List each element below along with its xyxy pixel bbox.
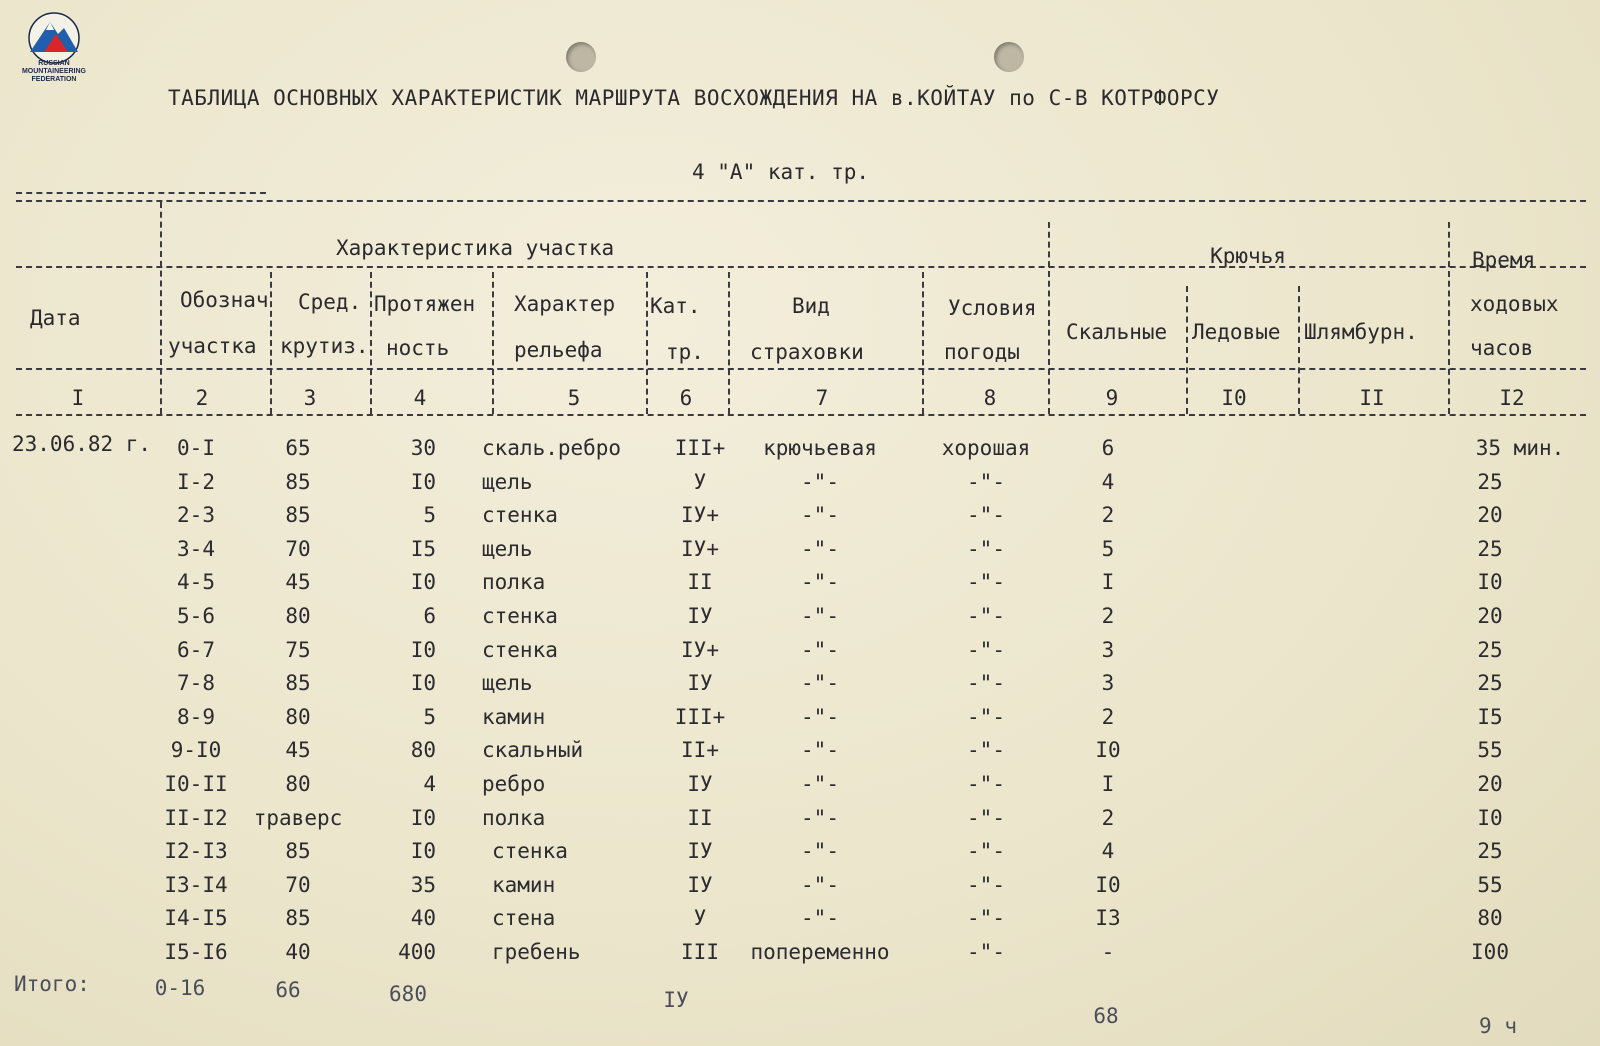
- cell-rock-hooks: I0: [1095, 872, 1121, 897]
- cell-steepness: 70: [285, 872, 311, 897]
- cell-relief: щель: [482, 671, 533, 696]
- header-weather-l2: погоды: [944, 340, 1020, 364]
- cell-time: 25: [1477, 671, 1503, 696]
- header-time-l3: часов: [1470, 336, 1534, 360]
- cell-category: У: [693, 469, 707, 494]
- cell-rock-hooks: 6: [1101, 436, 1115, 460]
- header-belay-l2: страховки: [750, 340, 864, 364]
- cell-steepness: 65: [285, 436, 311, 460]
- logo-line-1: RUSSIAN: [38, 60, 70, 67]
- totals-segment: 0-16: [154, 976, 206, 1000]
- header-steepness-l1: Сред.: [298, 290, 362, 314]
- cell-belay: крючьевая: [763, 436, 877, 460]
- totals-category: IУ: [663, 988, 689, 1012]
- cell-steepness: 85: [285, 503, 311, 528]
- cell-time: 25: [1477, 637, 1503, 662]
- cell-category: IУ: [687, 671, 713, 696]
- column-number-9: 9: [1105, 386, 1119, 410]
- cell-relief: щель: [482, 536, 533, 561]
- cell-category: III+: [674, 436, 726, 460]
- cell-belay: -"-: [801, 570, 839, 595]
- header-steepness-l2: крутиз.: [280, 334, 369, 358]
- vrule-10: [1298, 286, 1300, 414]
- header-segment-l1: Обознач: [180, 288, 269, 312]
- logo-line-3: FEDERATION: [31, 76, 77, 83]
- cell-belay: -"-: [801, 805, 839, 830]
- cell-category: IУ+: [681, 637, 719, 662]
- totals-label: Итого:: [14, 972, 90, 996]
- cell-steepness: 45: [285, 738, 311, 763]
- header-relief-l1: Характер: [514, 292, 616, 316]
- cell-rock-hooks: I: [1101, 772, 1115, 796]
- cell-time: 20: [1477, 604, 1503, 628]
- cell-rock-hooks: 4: [1101, 839, 1115, 864]
- vrule-8: [1048, 222, 1050, 414]
- cell-steepness: 75: [285, 637, 311, 662]
- cell-segment: I0-II: [164, 772, 228, 796]
- cell-category: IУ: [687, 772, 713, 796]
- cell-segment: 5-6: [177, 604, 215, 628]
- cell-time: I0: [1477, 570, 1503, 595]
- column-number-5: 5: [567, 386, 581, 410]
- cell-belay: -"-: [801, 839, 839, 864]
- cell-relief: скаль.ребро: [482, 436, 622, 460]
- cell-rock-hooks: I0: [1095, 738, 1121, 763]
- cell-rock-hooks: 2: [1101, 805, 1115, 830]
- header-rock-hooks: Скальные: [1066, 320, 1168, 344]
- cell-relief: стена: [492, 906, 556, 931]
- cell-steepness: 80: [285, 604, 311, 628]
- cell-rock-hooks: -: [1101, 940, 1115, 964]
- cell-steepness: 40: [285, 940, 311, 964]
- cell-rock-hooks: 4: [1101, 469, 1115, 494]
- cell-rock-hooks: 2: [1101, 604, 1115, 628]
- header-ice-hooks: Ледовые: [1192, 320, 1281, 344]
- column-number-2: 2: [195, 386, 209, 410]
- cell-length: 30: [410, 436, 436, 460]
- header-section-group: Характеристика участка: [336, 236, 615, 260]
- cell-length: 5: [423, 503, 436, 528]
- rule-head-bottom: [16, 368, 1586, 370]
- vrule-7: [922, 272, 924, 414]
- cell-length: I0: [410, 805, 436, 830]
- cell-steepness: 85: [285, 671, 311, 696]
- column-number-7: 7: [815, 386, 829, 410]
- cell-time: I00: [1471, 940, 1509, 964]
- cell-length: 40: [410, 906, 436, 931]
- column-number-1: I: [71, 386, 85, 410]
- header-time-l1: Время: [1472, 248, 1536, 272]
- cell-rock-hooks: 5: [1101, 536, 1115, 561]
- header-time-l2: ходовых: [1470, 292, 1559, 316]
- cell-weather: -"-: [967, 805, 1005, 830]
- vrule-3: [370, 272, 372, 414]
- punch-hole-left: [566, 42, 596, 72]
- cell-segment: 2-3: [177, 503, 215, 528]
- cell-category: IУ: [687, 604, 713, 628]
- cell-weather: -"-: [967, 872, 1005, 897]
- header-relief-l2: рельефа: [514, 338, 603, 362]
- header-category-l1: Кат.: [650, 294, 701, 318]
- cell-belay: -"-: [801, 469, 839, 494]
- cell-time: I0: [1477, 805, 1503, 830]
- cell-relief: стенка: [482, 604, 558, 628]
- cell-weather: -"-: [967, 604, 1005, 628]
- cell-belay: -"-: [801, 637, 839, 662]
- vrule-2: [270, 272, 272, 414]
- cell-belay: -"-: [801, 671, 839, 696]
- cell-category: III+: [674, 704, 726, 729]
- cell-length: I5: [410, 536, 436, 561]
- cell-category: IУ+: [681, 503, 719, 528]
- cell-segment: I3-I4: [164, 872, 228, 897]
- cell-time: 55: [1477, 872, 1503, 897]
- cell-relief: стенка: [482, 503, 558, 528]
- cell-category: II: [687, 805, 713, 830]
- cell-weather: -"-: [967, 906, 1005, 931]
- cell-weather: -"-: [967, 839, 1005, 864]
- cell-segment: 4-5: [177, 570, 215, 595]
- cell-steepness: 80: [285, 772, 311, 796]
- vrule-11: [1448, 222, 1450, 414]
- cell-relief: щель: [482, 469, 533, 494]
- cell-weather: хорошая: [941, 436, 1031, 460]
- totals-steepness: 66: [275, 978, 301, 1002]
- cell-length: 5: [423, 704, 436, 729]
- cell-category: IУ: [687, 872, 713, 897]
- cell-time: 55: [1477, 738, 1503, 763]
- column-number-11: II: [1359, 386, 1385, 410]
- header-hooks-group: Крючья: [1210, 244, 1286, 268]
- cell-belay: -"-: [801, 906, 839, 931]
- cell-segment: 3-4: [177, 536, 215, 561]
- cell-length: 400: [398, 940, 436, 964]
- cell-time: 20: [1477, 772, 1503, 796]
- column-number-3: 3: [303, 386, 317, 410]
- document-subtitle: 4 "А" кат. тр.: [692, 160, 870, 184]
- cell-rock-hooks: 3: [1101, 671, 1115, 696]
- document-title: ТАБЛИЦА ОСНОВНЫХ ХАРАКТЕРИСТИК МАРШРУТА ВОСХОЖДЕНИЯ НА в.КОЙТАУ по С-В КОТРФОРСУ: [168, 86, 1220, 110]
- vrule-4: [492, 272, 494, 414]
- rule-group: [16, 266, 1586, 268]
- cell-time: 25: [1477, 839, 1503, 864]
- cell-steepness: 85: [285, 839, 311, 864]
- totals-rock-hooks: 68: [1093, 1004, 1119, 1028]
- rule-top: [16, 200, 1586, 202]
- cell-length: I0: [410, 469, 436, 494]
- mountain-logo-icon: [8, 8, 100, 64]
- column-number-8: 8: [983, 386, 997, 410]
- cell-segment: I5-I6: [164, 940, 228, 964]
- cell-length: I0: [410, 637, 436, 662]
- cell-weather: -"-: [967, 704, 1005, 729]
- cell-belay: попеременно: [750, 940, 890, 964]
- header-bolt-hooks: Шлямбурн.: [1304, 320, 1418, 344]
- cell-belay: -"-: [801, 604, 839, 628]
- cell-belay: -"-: [801, 536, 839, 561]
- federation-logo: [8, 8, 100, 88]
- cell-weather: -"-: [967, 671, 1005, 696]
- rule-numbers-bottom: [16, 414, 1586, 416]
- cell-relief: ребро: [482, 772, 546, 796]
- column-number-10: I0: [1221, 386, 1247, 410]
- cell-belay: -"-: [801, 503, 839, 528]
- vrule-1: [160, 202, 162, 414]
- cell-steepness: 85: [285, 906, 311, 931]
- cell-length: 6: [423, 604, 436, 628]
- cell-length: I0: [410, 570, 436, 595]
- cell-steepness: 85: [285, 469, 311, 494]
- cell-relief: гребень: [492, 940, 581, 964]
- cell-time: 25: [1477, 469, 1503, 494]
- cell-segment: I4-I5: [164, 906, 228, 931]
- ascent-date: 23.06.82 г.: [12, 432, 152, 456]
- cell-rock-hooks: 2: [1101, 704, 1115, 729]
- header-category-l2: тр.: [666, 340, 704, 364]
- column-number-4: 4: [413, 386, 427, 410]
- cell-rock-hooks: I3: [1095, 906, 1121, 931]
- cell-weather: -"-: [967, 772, 1005, 796]
- vrule-9: [1186, 286, 1188, 414]
- cell-weather: -"-: [967, 940, 1005, 964]
- cell-belay: -"-: [801, 872, 839, 897]
- cell-steepness: 70: [285, 536, 311, 561]
- totals-length: 680: [389, 982, 427, 1006]
- vrule-5: [646, 272, 648, 414]
- column-number-6: 6: [679, 386, 693, 410]
- cell-segment: 0-I: [177, 436, 215, 460]
- cell-time: 80: [1477, 906, 1503, 931]
- cell-time: 25: [1477, 536, 1503, 561]
- cell-weather: -"-: [967, 503, 1005, 528]
- cell-category: IУ: [687, 839, 713, 864]
- cell-relief: полка: [482, 570, 546, 595]
- cell-category: IУ+: [681, 536, 719, 561]
- cell-relief: камин: [492, 872, 556, 897]
- header-date: Дата: [30, 306, 81, 330]
- cell-steepness: 45: [285, 570, 311, 595]
- column-number-12: I2: [1499, 386, 1525, 410]
- cell-segment: I2-I3: [164, 839, 228, 864]
- cell-belay: -"-: [801, 772, 839, 796]
- cell-segment: 8-9: [177, 704, 215, 729]
- header-belay-l1: Вид: [792, 294, 830, 318]
- cell-category: У: [693, 906, 707, 931]
- cell-weather: -"-: [967, 536, 1005, 561]
- cell-rock-hooks: I: [1101, 570, 1115, 595]
- cell-rock-hooks: 2: [1101, 503, 1115, 528]
- cell-segment: 7-8: [177, 671, 215, 696]
- rule-top-short: [16, 192, 266, 194]
- cell-segment: I-2: [177, 469, 215, 494]
- totals-time: 9 ч: [1479, 1014, 1517, 1038]
- cell-relief: полка: [482, 805, 546, 830]
- cell-weather: -"-: [967, 570, 1005, 595]
- cell-length: 4: [423, 772, 436, 796]
- header-length-l1: Протяжен: [374, 292, 476, 316]
- cell-time: I5: [1477, 704, 1503, 729]
- cell-belay: -"-: [801, 738, 839, 763]
- punch-hole-right: [994, 42, 1024, 72]
- cell-relief: стенка: [482, 637, 558, 662]
- cell-weather: -"-: [967, 637, 1005, 662]
- cell-category: II: [687, 570, 713, 595]
- cell-category: II+: [681, 738, 719, 763]
- cell-relief: скальный: [482, 738, 584, 763]
- header-segment-l2: участка: [168, 334, 257, 358]
- header-weather-l1: Условия: [948, 296, 1037, 320]
- cell-belay: -"-: [801, 704, 839, 729]
- cell-segment: II-I2: [164, 805, 228, 830]
- logo-line-2: MOUNTAINEERING: [21, 68, 87, 75]
- cell-steepness: 80: [285, 704, 311, 729]
- cell-relief: стенка: [492, 839, 568, 864]
- cell-segment: 9-I0: [170, 738, 222, 763]
- cell-length: 80: [410, 738, 436, 763]
- cell-time: 20: [1477, 503, 1503, 528]
- cell-length: I0: [410, 671, 436, 696]
- cell-weather: -"-: [967, 469, 1005, 494]
- cell-steepness: траверс: [253, 805, 343, 830]
- cell-category: III: [681, 940, 719, 964]
- cell-length: I0: [410, 839, 436, 864]
- header-length-l2: ность: [386, 336, 450, 360]
- cell-relief: камин: [482, 704, 546, 729]
- cell-rock-hooks: 3: [1101, 637, 1115, 662]
- vrule-6: [728, 272, 730, 414]
- cell-time: 35 мин.: [1475, 436, 1565, 460]
- cell-segment: 6-7: [177, 637, 215, 662]
- cell-length: 35: [410, 872, 436, 897]
- cell-weather: -"-: [967, 738, 1005, 763]
